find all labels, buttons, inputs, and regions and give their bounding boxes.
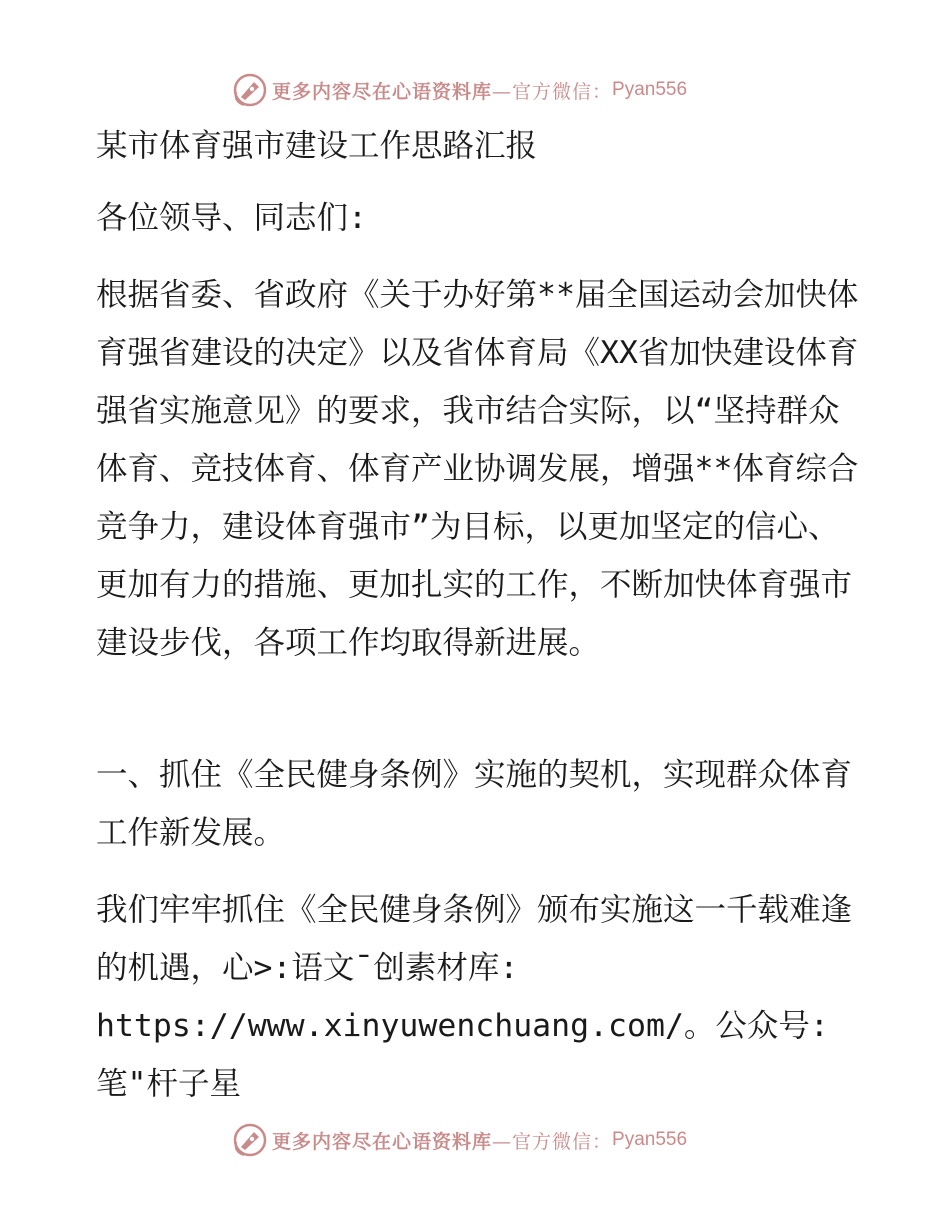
watermark-banner-bottom (232, 1120, 687, 1160)
pen-nib-circle-icon (232, 72, 268, 108)
document-title: 某市体育强市建设工作思路汇报 (96, 128, 538, 164)
section-heading-1: 一、抓住《全民健身条例》实施的契机，实现群众体育工作新发展。 (96, 757, 853, 851)
watermark-site-text: 更多内容尽在心语资料库 (272, 80, 493, 103)
watermark-wechat-id: Pyan556 (612, 79, 688, 100)
pen-nib-circle-icon (232, 1122, 268, 1158)
watermark-wechat-label: —官方微信： (492, 80, 613, 103)
watermark-site-text: 更多内容尽在心语资料库 (272, 1130, 493, 1153)
watermark-wechat-label: —官方微信： (492, 1130, 613, 1153)
watermark-wechat-id: Pyan556 (612, 1129, 688, 1150)
paragraph-section-1: 我们牢牢抓住《全民健身条例》颁布实施这一千载难逢的机遇，心>:语文¯创素材库: https://www.xinyuwenchuang.com/。公众号: 笔"杆子星 (96, 892, 853, 1102)
paragraph-intro: 根据省委、省政府《关于办好第**届全国运动会加快体育强省建设的决定》以及省体育局《XX省加快建设体育强省实施意见》的要求，我市结合实际，以“坚持群众体育、竞技体育、体育产业协调发展，增强**体育综合竞争力，建设体育强市”为目标，以更加坚定的信心、更加有力的措施、更加扎实的工作，不断加快体育强市建设步伐，各项工作均取得新进展。 (96, 277, 859, 661)
greeting-line: 各位领导、同志们: (96, 200, 367, 236)
watermark-banner-top (232, 70, 687, 110)
